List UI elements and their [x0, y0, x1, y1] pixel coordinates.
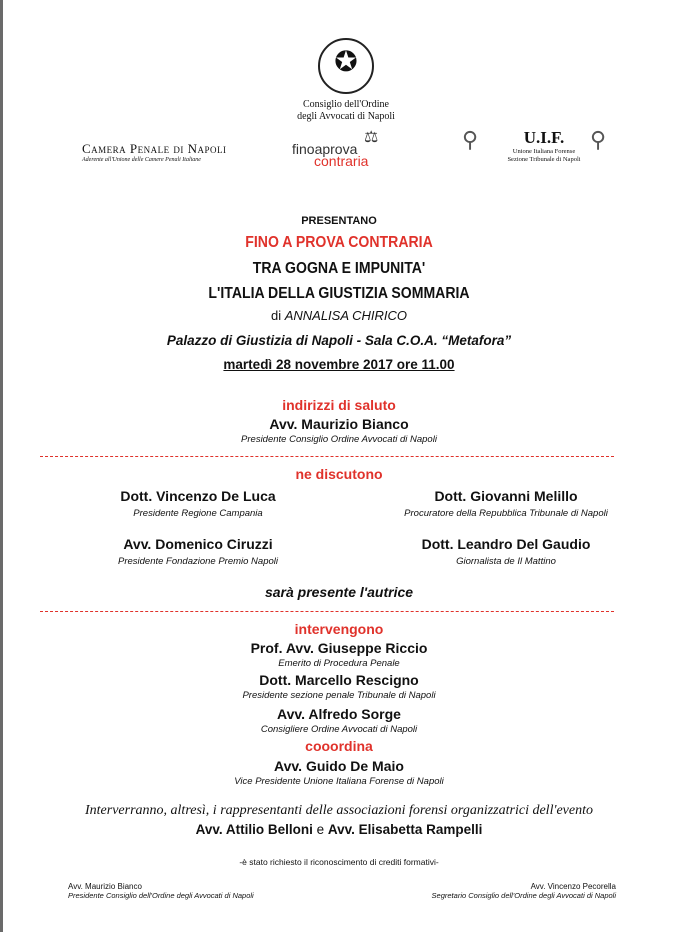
- closing-note: Interverranno, altresì, i rappresentanti delle associazioni forensi organizzatrici dell'evento: [85, 803, 593, 818]
- credits-note: -è stato richiesto il riconoscimento di crediti formativi-: [239, 857, 439, 867]
- speaker-name: Dott. Leandro Del Gaudio: [421, 536, 591, 552]
- presentano: PRESENTANO: [301, 215, 377, 227]
- venue: Palazzo di Giustizia di Napoli - Sala C.O.A. “Metafora”: [166, 333, 512, 348]
- emblem-icon: ✪: [318, 38, 374, 94]
- speaker-role: Presidente Regione Campania: [133, 508, 263, 519]
- author-line: [0, 308, 678, 323]
- uif-line-2: Sezione Tribunale di Napoli: [507, 156, 581, 163]
- camera-penale-subtitle: Aderente all'Unione delle Camere Penali Italiane: [82, 157, 201, 163]
- speaker-name: Dott. Giovanni Melillo: [434, 488, 578, 504]
- saluto-name: Avv. Maurizio Bianco: [269, 416, 409, 432]
- speaker-role: Procuratore della Repubblica Tribunale di Napoli: [404, 508, 608, 519]
- organizer-name: Avv. Elisabetta Rampelli: [327, 822, 483, 837]
- scales-icon: ⚖: [364, 129, 379, 146]
- speaker-role: Presidente sezione penale Tribunale di Napoli: [242, 690, 436, 701]
- fino-logo: [292, 131, 422, 169]
- vitruvian-icon-left: ⚲: [462, 127, 479, 152]
- footer-left-name: Avv. Maurizio Bianco: [68, 882, 142, 891]
- uif-logo: [498, 128, 590, 164]
- coordina-role: Vice Presidente Unione Italiana Forense di Napoli: [234, 776, 444, 787]
- event-date: martedì 28 novembre 2017 ore 11.00: [223, 357, 455, 372]
- speaker-role: Consigliere Ordine Avvocati di Napoli: [260, 724, 418, 735]
- seal-line-2: degli Avvocati di Napoli: [297, 111, 395, 122]
- speaker-role: Presidente Fondazione Premio Napoli: [117, 556, 278, 567]
- footer-left: [68, 882, 254, 900]
- conjunction: e: [312, 822, 328, 837]
- author-name: ANNALISA CHIRICO: [284, 308, 408, 323]
- fino-logo-bottom: contraria: [314, 153, 369, 169]
- coordina-label: cooordina: [305, 738, 373, 754]
- coordina-name: Avv. Guido De Maio: [274, 758, 404, 774]
- uif-line-1: Unione Italiana Forense: [512, 148, 576, 155]
- title-line-3: L'ITALIA DELLA GIUSTIZIA SOMMARIA: [208, 285, 470, 302]
- speaker-name: Dott. Marcello Rescigno: [259, 672, 419, 688]
- vitruvian-icon-right: ⚲: [590, 127, 607, 152]
- speaker: [356, 536, 656, 567]
- speaker: [356, 488, 656, 519]
- saluto-role: Presidente Consiglio Ordine Avvocati di Napoli: [241, 434, 437, 445]
- speaker-name: Avv. Domenico Ciruzzi: [123, 536, 273, 552]
- organizer-name: Avv. Attilio Belloni: [195, 822, 313, 837]
- speaker-name: Avv. Alfredo Sorge: [277, 706, 401, 722]
- footer-left-role: Presidente Consiglio dell'Ordine degli Avvocati di Napoli: [68, 891, 254, 900]
- camera-penale-title: Camera Penale di Napoli: [82, 141, 227, 156]
- title-line-2: TRA GOGNA E IMPUNITA': [252, 260, 426, 277]
- speaker-role: Emerito di Procedura Penale: [278, 658, 400, 669]
- coa-seal: [286, 38, 406, 123]
- uif-title: U.I.F.: [523, 128, 565, 147]
- camera-penale-logo: [82, 141, 272, 163]
- event-title: FINO A PROVA CONTRARIA: [245, 234, 433, 251]
- saluto-label: indirizzi di saluto: [282, 397, 396, 413]
- speaker: [68, 488, 328, 519]
- footer-right-name: Avv. Vincenzo Pecorella: [530, 882, 616, 891]
- footer-right: [398, 882, 616, 900]
- divider: [40, 456, 614, 457]
- footer-right-role: Segretario Consiglio dell'Ordine degli Avvocati di Napoli: [431, 891, 616, 900]
- speaker: [68, 536, 328, 567]
- speaker-name: Dott. Vincenzo De Luca: [120, 488, 276, 504]
- organizers: [0, 822, 678, 837]
- seal-line-1: Consiglio dell'Ordine: [303, 99, 389, 110]
- divider: [40, 611, 614, 612]
- discutono-label: ne discutono: [295, 466, 383, 482]
- fino-logo-top: finoaprova: [292, 141, 358, 157]
- intervengono-label: intervengono: [294, 621, 384, 637]
- author-present-note: sarà presente l'autrice: [264, 584, 414, 600]
- speaker-name: Prof. Avv. Giuseppe Riccio: [250, 640, 428, 656]
- author-prefix: di: [270, 308, 285, 323]
- speaker-role: Giornalista de Il Mattino: [456, 556, 556, 567]
